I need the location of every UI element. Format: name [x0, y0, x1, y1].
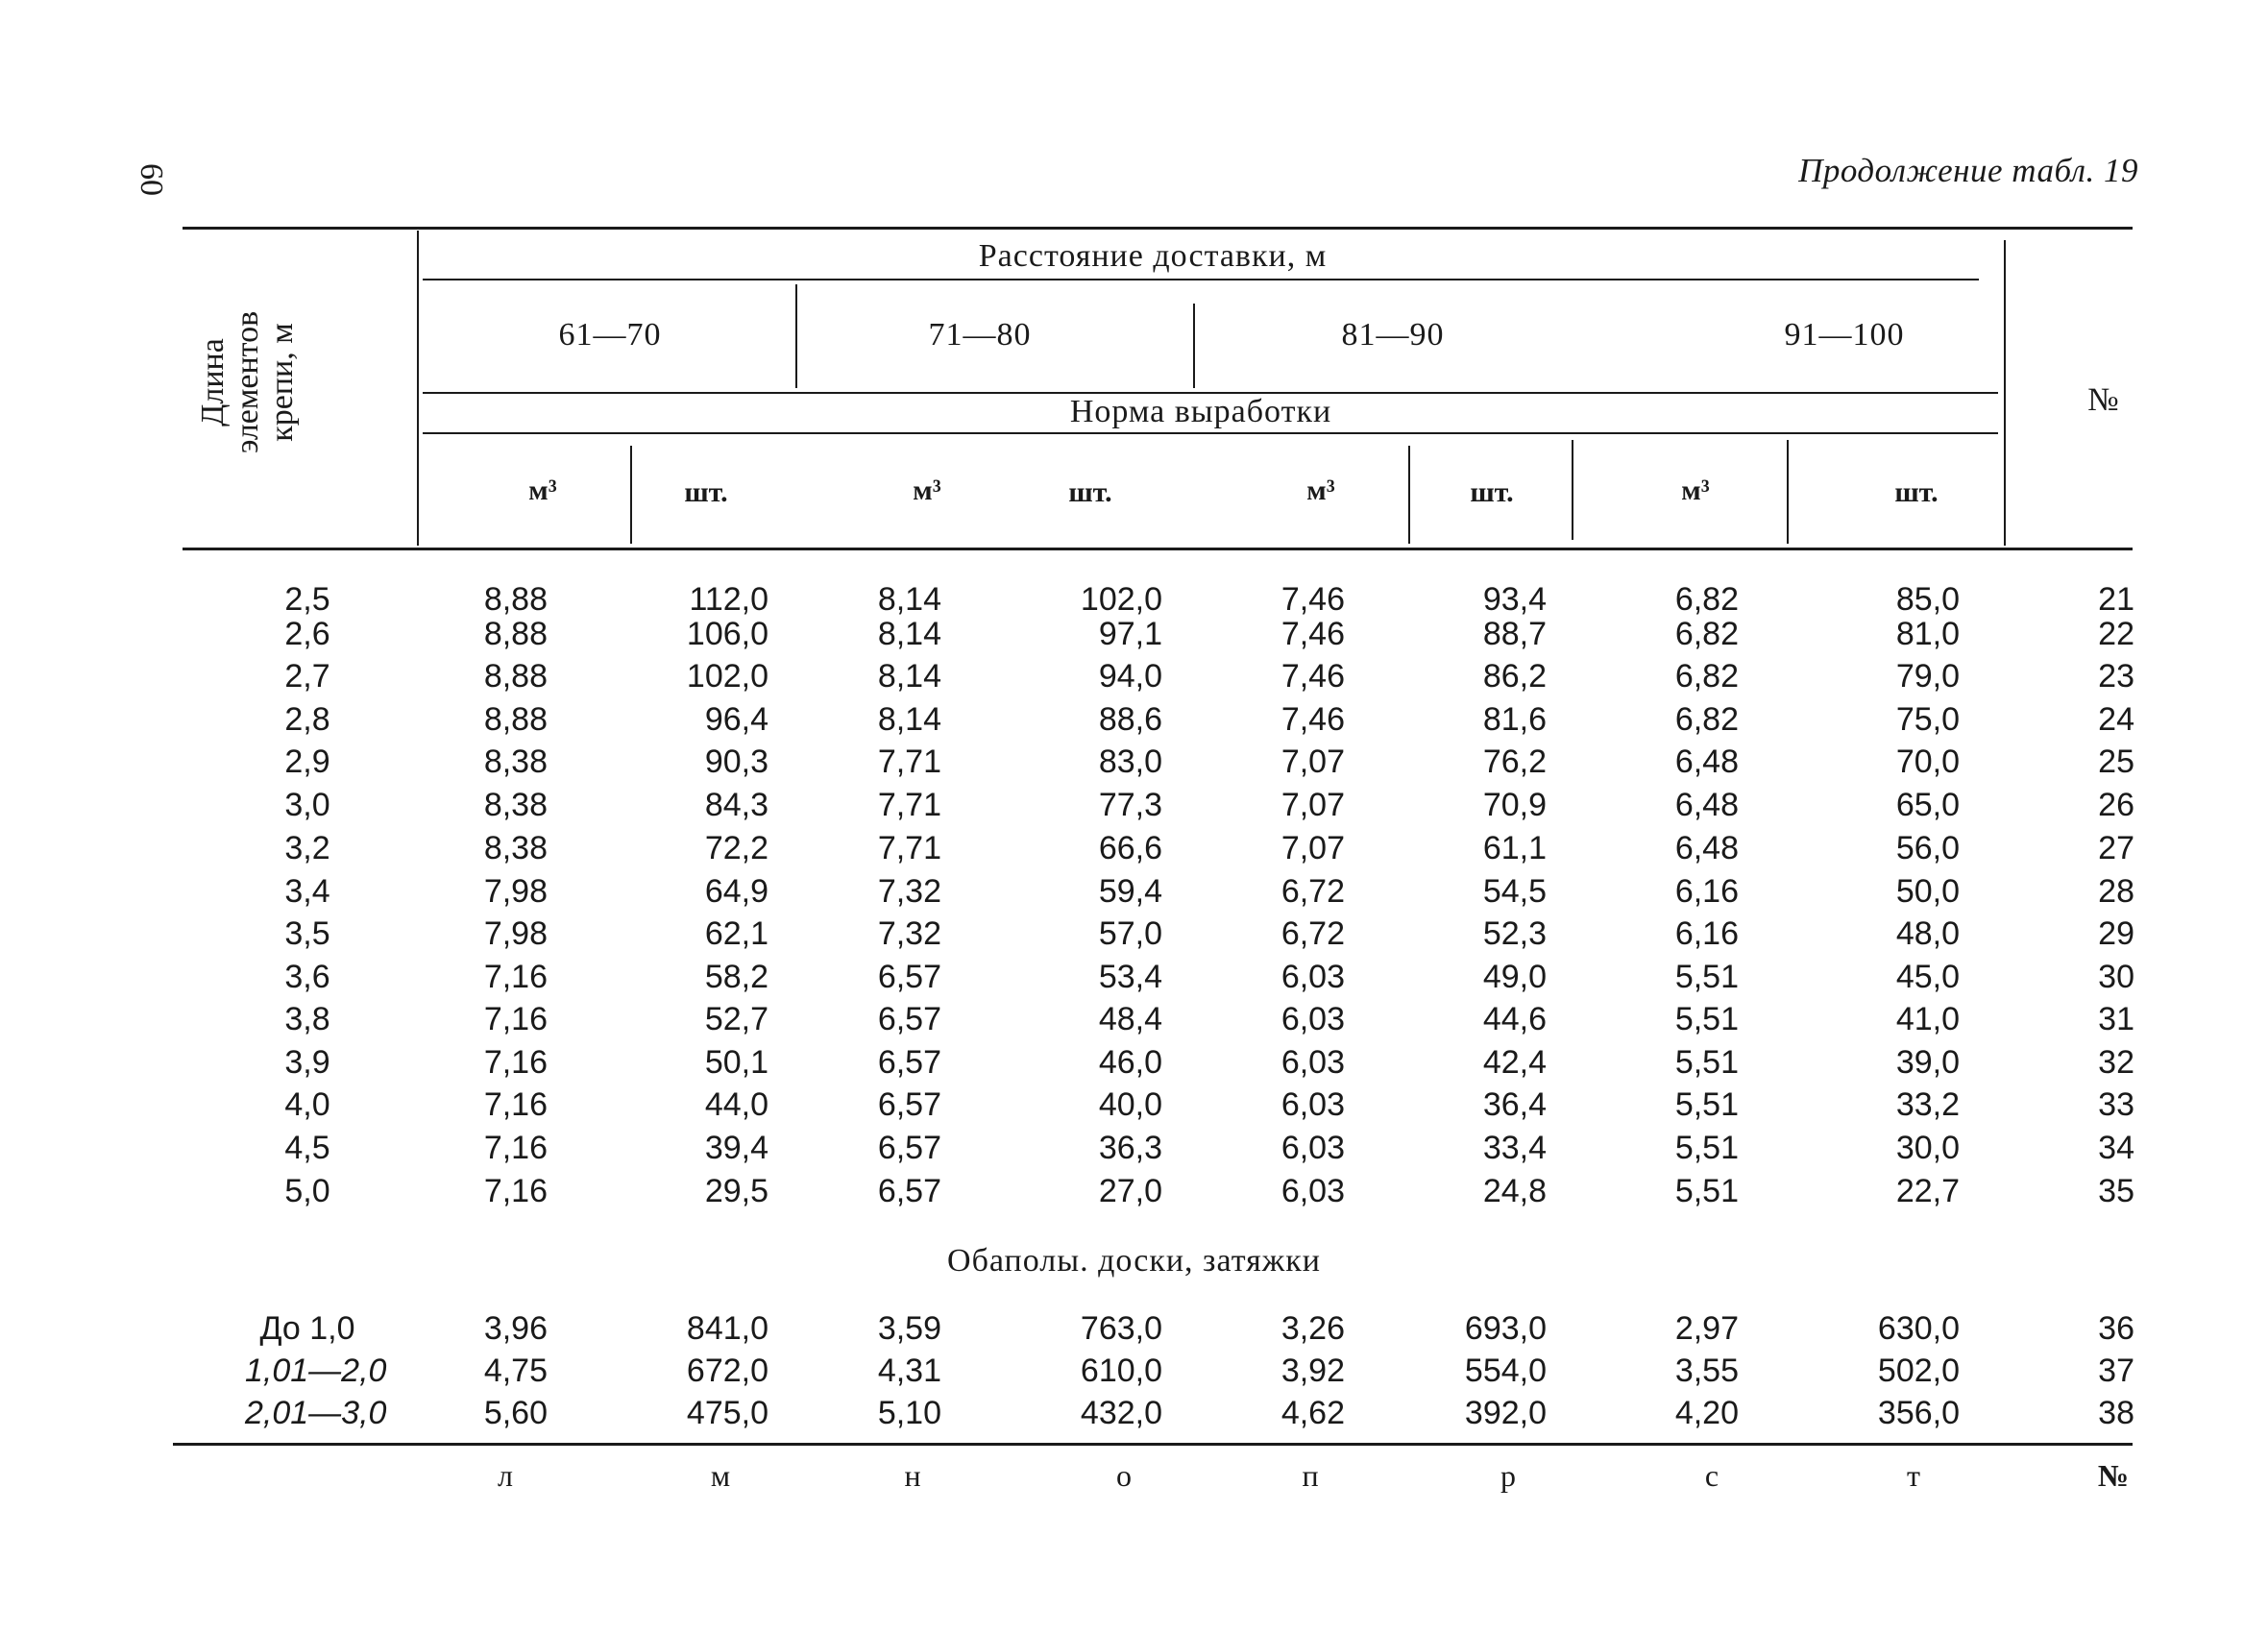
row-value: 6,57 — [877, 959, 941, 995]
row-number: 28 — [2098, 873, 2134, 910]
row-length: 3,8 — [284, 1001, 330, 1037]
row-value: 6,16 — [1674, 873, 1739, 910]
row-value: 7,98 — [483, 915, 548, 952]
row-value: 6,03 — [1280, 1086, 1345, 1123]
column-letter: р — [1500, 1458, 1516, 1493]
row-value: 66,6 — [1098, 830, 1162, 866]
row-value: 8,38 — [483, 743, 548, 780]
row-label-header — [196, 311, 300, 453]
row-value: 59,4 — [1098, 873, 1162, 910]
row-value: 6,03 — [1280, 1173, 1345, 1209]
row-value: 7,16 — [483, 1001, 548, 1037]
row-value: 33,4 — [1482, 1130, 1547, 1166]
row-length: 2,6 — [284, 616, 330, 652]
row-value: 84,3 — [704, 787, 768, 823]
row-value: 5,51 — [1674, 1130, 1739, 1166]
row-value: 58,2 — [704, 959, 768, 995]
row-value: 45,0 — [1895, 959, 1960, 995]
row-length: 2,8 — [284, 701, 330, 738]
row-value: 6,03 — [1280, 1130, 1345, 1166]
row-value: 102,0 — [1080, 581, 1162, 618]
row-value: 77,3 — [1098, 787, 1162, 823]
row-length: 5,0 — [284, 1173, 330, 1209]
row-value: 96,4 — [704, 701, 768, 738]
table-caption: Продолжение табл. 19 — [1798, 152, 2138, 189]
number-col-divider — [2004, 240, 2006, 546]
row-value: 841,0 — [686, 1310, 768, 1347]
row-value: 90,3 — [704, 743, 768, 780]
column-letter: н — [904, 1458, 921, 1493]
row-value: 3,96 — [483, 1310, 548, 1347]
row-value: 61,1 — [1482, 830, 1547, 866]
row-value: 610,0 — [1080, 1353, 1162, 1389]
row-label-divider — [417, 231, 419, 546]
unit-divider-2 — [1408, 446, 1410, 544]
row-value: 502,0 — [1877, 1353, 1960, 1389]
row-value: 7,46 — [1280, 616, 1345, 652]
row-value: 6,48 — [1674, 830, 1739, 866]
row-length: 3,9 — [284, 1044, 330, 1081]
unit-divider-1 — [630, 446, 632, 544]
row-value: 7,16 — [483, 1086, 548, 1123]
row-value: 6,48 — [1674, 787, 1739, 823]
row-value: 53,4 — [1098, 959, 1162, 995]
row-value: 81,6 — [1482, 701, 1547, 738]
row-number: 25 — [2098, 743, 2134, 780]
row-value: 6,03 — [1280, 1044, 1345, 1081]
row-length: 4,0 — [284, 1086, 330, 1123]
row-value: 49,0 — [1482, 959, 1547, 995]
distance-title-rule — [423, 279, 1979, 280]
row-value: 106,0 — [686, 616, 768, 652]
row-value: 85,0 — [1895, 581, 1960, 618]
row-value: 70,9 — [1482, 787, 1547, 823]
row-length: 4,5 — [284, 1130, 330, 1166]
row-value: 475,0 — [686, 1395, 768, 1431]
row-value: 8,88 — [483, 616, 548, 652]
row-value: 8,14 — [877, 701, 941, 738]
row-value: 42,4 — [1482, 1044, 1547, 1081]
row-value: 54,5 — [1482, 873, 1547, 910]
column-letter: т — [1907, 1458, 1920, 1493]
row-value: 8,38 — [483, 830, 548, 866]
row-length: 3,0 — [284, 787, 330, 823]
row-value: 7,07 — [1280, 743, 1345, 780]
row-value: 6,82 — [1674, 581, 1739, 618]
row-value: 8,88 — [483, 658, 548, 695]
distance-title: Расстояние доставки, м — [978, 238, 1328, 274]
row-value: 392,0 — [1464, 1395, 1547, 1431]
row-value: 6,48 — [1674, 743, 1739, 780]
row-length: 2,01—3,0 — [245, 1395, 387, 1431]
row-label-line-3: крепи, м — [264, 323, 300, 442]
row-value: 432,0 — [1080, 1395, 1162, 1431]
range-divider-1 — [795, 284, 797, 388]
row-number: 21 — [2098, 581, 2134, 618]
row-number: 29 — [2098, 915, 2134, 952]
row-length: 1,01—2,0 — [245, 1353, 387, 1389]
row-value: 48,0 — [1895, 915, 1960, 952]
row-value: 46,0 — [1098, 1044, 1162, 1081]
row-value: 27,0 — [1098, 1173, 1162, 1209]
unit-sht: шт. — [1068, 476, 1112, 508]
row-length: 2,5 — [284, 581, 330, 618]
row-value: 76,2 — [1482, 743, 1547, 780]
row-value: 56,0 — [1895, 830, 1960, 866]
unit-sht: шт. — [1470, 476, 1514, 508]
row-value: 693,0 — [1464, 1310, 1547, 1347]
row-value: 5,51 — [1674, 1001, 1739, 1037]
row-value: 97,1 — [1098, 616, 1162, 652]
row-value: 3,59 — [877, 1310, 941, 1347]
row-value: 64,9 — [704, 873, 768, 910]
row-value: 7,07 — [1280, 787, 1345, 823]
unit-sht: шт. — [684, 476, 728, 508]
header-bottom-rule — [183, 548, 2133, 550]
row-value: 29,5 — [704, 1173, 768, 1209]
row-value: 94,0 — [1098, 658, 1162, 695]
row-value: 7,71 — [877, 743, 941, 780]
row-value: 65,0 — [1895, 787, 1960, 823]
row-value: 763,0 — [1080, 1310, 1162, 1347]
row-number: 27 — [2098, 830, 2134, 866]
row-label-line-1: Длина — [195, 338, 231, 427]
row-value: 36,4 — [1482, 1086, 1547, 1123]
norm-title: Норма выработки — [1069, 394, 1332, 429]
row-value: 4,75 — [483, 1353, 548, 1389]
row-value: 3,26 — [1280, 1310, 1345, 1347]
row-value: 112,0 — [689, 581, 768, 618]
row-number: 22 — [2098, 616, 2134, 652]
row-value: 672,0 — [686, 1353, 768, 1389]
row-value: 5,51 — [1674, 1173, 1739, 1209]
row-value: 72,2 — [704, 830, 768, 866]
row-value: 356,0 — [1877, 1395, 1960, 1431]
row-value: 5,60 — [483, 1395, 548, 1431]
unit-sht: шт. — [1894, 476, 1939, 508]
row-value: 8,88 — [483, 701, 548, 738]
row-value: 6,03 — [1280, 1001, 1345, 1037]
row-value: 7,16 — [483, 1044, 548, 1081]
row-value: 7,71 — [877, 830, 941, 866]
row-value: 75,0 — [1895, 701, 1960, 738]
row-value: 70,0 — [1895, 743, 1960, 780]
row-value: 6,82 — [1674, 616, 1739, 652]
row-value: 33,2 — [1895, 1086, 1960, 1123]
row-value: 6,82 — [1674, 658, 1739, 695]
row-value: 7,46 — [1280, 701, 1345, 738]
row-value: 5,51 — [1674, 959, 1739, 995]
row-value: 6,57 — [877, 1173, 941, 1209]
row-value: 93,4 — [1482, 581, 1547, 618]
row-value: 50,0 — [1895, 873, 1960, 910]
footer-number-label: № — [2097, 1458, 2130, 1493]
row-length: 3,5 — [284, 915, 330, 952]
row-value: 40,0 — [1098, 1086, 1162, 1123]
norm-title-bottom-rule — [423, 432, 1998, 434]
row-value: 8,38 — [483, 787, 548, 823]
row-number: 33 — [2098, 1086, 2134, 1123]
range-81-90: 81—90 — [1341, 317, 1445, 353]
row-value: 7,16 — [483, 959, 548, 995]
row-value: 6,82 — [1674, 701, 1739, 738]
row-number: 34 — [2098, 1130, 2134, 1166]
row-value: 7,32 — [877, 915, 941, 952]
row-value: 630,0 — [1877, 1310, 1960, 1347]
row-value: 62,1 — [704, 915, 768, 952]
row-value: 6,57 — [877, 1086, 941, 1123]
row-value: 8,14 — [877, 581, 941, 618]
unit-m3: м³ — [528, 475, 557, 506]
row-value: 36,3 — [1098, 1130, 1162, 1166]
column-letter: с — [1704, 1458, 1719, 1493]
row-value: 83,0 — [1098, 743, 1162, 780]
row-value: 5,51 — [1674, 1086, 1739, 1123]
row-number: 38 — [2098, 1395, 2134, 1431]
row-number: 30 — [2098, 959, 2134, 995]
row-value: 6,57 — [877, 1044, 941, 1081]
row-length: 3,6 — [284, 959, 330, 995]
top-rule — [183, 227, 2133, 230]
row-value: 50,1 — [704, 1044, 768, 1081]
row-value: 52,3 — [1482, 915, 1547, 952]
unit-m3: м³ — [913, 475, 941, 506]
row-value: 79,0 — [1895, 658, 1960, 695]
row-value: 44,0 — [704, 1086, 768, 1123]
column-letter: п — [1302, 1458, 1319, 1493]
row-value: 4,20 — [1674, 1395, 1739, 1431]
row-value: 22,7 — [1895, 1173, 1960, 1209]
row-number: 31 — [2098, 1001, 2134, 1037]
row-value: 88,6 — [1098, 701, 1162, 738]
number-header: № — [2087, 382, 2120, 418]
row-value: 6,16 — [1674, 915, 1739, 952]
row-value: 52,7 — [704, 1001, 768, 1037]
row-value: 7,71 — [877, 787, 941, 823]
row-value: 81,0 — [1895, 616, 1960, 652]
row-value: 7,46 — [1280, 581, 1345, 618]
table-bottom-rule — [173, 1443, 2133, 1446]
row-number: 36 — [2098, 1310, 2134, 1347]
row-value: 5,51 — [1674, 1044, 1739, 1081]
row-length: 3,2 — [284, 830, 330, 866]
row-number: 23 — [2098, 658, 2134, 695]
row-value: 7,07 — [1280, 830, 1345, 866]
row-value: 41,0 — [1895, 1001, 1960, 1037]
row-label-line-2: элементов — [230, 310, 265, 454]
row-value: 48,4 — [1098, 1001, 1162, 1037]
unit-m3: м³ — [1681, 475, 1710, 506]
row-value: 7,98 — [483, 873, 548, 910]
row-value: 102,0 — [686, 658, 768, 695]
row-value: 44,6 — [1482, 1001, 1547, 1037]
row-number: 26 — [2098, 787, 2134, 823]
row-number: 35 — [2098, 1173, 2134, 1209]
row-value: 57,0 — [1098, 915, 1162, 952]
range-71-80: 71—80 — [928, 317, 1032, 353]
column-letter: о — [1116, 1458, 1132, 1493]
row-value: 6,72 — [1280, 915, 1345, 952]
unit-divider-3 — [1572, 440, 1573, 540]
column-letter: м — [710, 1458, 731, 1493]
row-value: 8,14 — [877, 658, 941, 695]
row-value: 7,46 — [1280, 658, 1345, 695]
range-61-70: 61—70 — [558, 317, 662, 353]
row-value: 554,0 — [1464, 1353, 1547, 1389]
row-number: 24 — [2098, 701, 2134, 738]
row-value: 7,16 — [483, 1130, 548, 1166]
row-value: 88,7 — [1482, 616, 1547, 652]
row-length: 2,9 — [284, 743, 330, 780]
range-91-100: 91—100 — [1784, 317, 1905, 353]
row-value: 39,4 — [704, 1130, 768, 1166]
row-value: 4,31 — [877, 1353, 941, 1389]
page-number: 60 — [134, 163, 169, 196]
section-title: Обаполы. доски, затяжки — [947, 1243, 1321, 1279]
row-value: 6,57 — [877, 1001, 941, 1037]
row-value: 8,88 — [483, 581, 548, 618]
row-value: 3,92 — [1280, 1353, 1345, 1389]
row-value: 7,32 — [877, 873, 941, 910]
column-letter: л — [498, 1458, 513, 1493]
range-divider-2 — [1193, 304, 1195, 388]
unit-m3: м³ — [1306, 475, 1335, 506]
row-length: 3,4 — [284, 873, 330, 910]
row-value: 24,8 — [1482, 1173, 1547, 1209]
row-value: 86,2 — [1482, 658, 1547, 695]
row-value: 7,16 — [483, 1173, 548, 1209]
row-value: 39,0 — [1895, 1044, 1960, 1081]
row-number: 32 — [2098, 1044, 2134, 1081]
row-value: 6,03 — [1280, 959, 1345, 995]
row-length: 2,7 — [284, 658, 330, 695]
row-value: 6,72 — [1280, 873, 1345, 910]
row-value: 2,97 — [1674, 1310, 1739, 1347]
unit-divider-4 — [1787, 440, 1789, 544]
row-value: 30,0 — [1895, 1130, 1960, 1166]
row-length: До 1,0 — [259, 1310, 355, 1347]
row-value: 6,57 — [877, 1130, 941, 1166]
row-value: 4,62 — [1280, 1395, 1345, 1431]
row-number: 37 — [2098, 1353, 2134, 1389]
row-value: 5,10 — [877, 1395, 941, 1431]
row-value: 3,55 — [1674, 1353, 1739, 1389]
row-value: 8,14 — [877, 616, 941, 652]
